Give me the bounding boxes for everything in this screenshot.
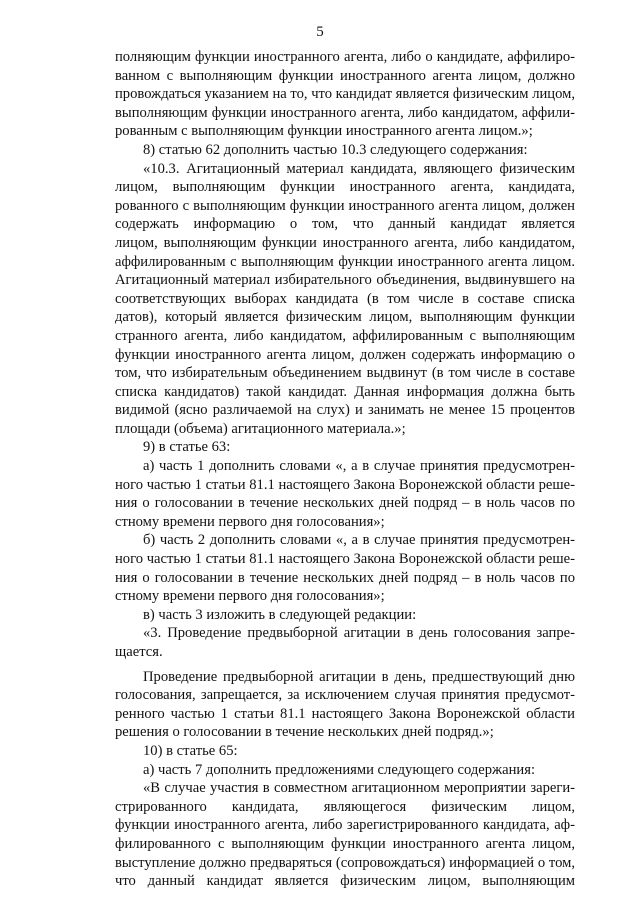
document-body [115, 48, 575, 891]
text-line: решения о голосовании в течение нескольких дней подряд.»; [115, 724, 494, 741]
text-line: выступление должно предваряться (сопровождаться) информацией о том, [115, 854, 575, 871]
text-line: филированного с выполняющим функции иностранного агента лицом, [115, 835, 575, 852]
text-line: ния о голосовании в течение нескольких дней подряд – в ноль часов по [115, 569, 575, 586]
text-line: видимой (ясно различаемой на слух) и занимать не менее 15 процентов [115, 402, 575, 419]
text-line: рованного с выполняющим функции иностранного агента лицом, должен [115, 197, 575, 214]
text-line: стному времени первого дня голосования»; [115, 513, 385, 530]
text-line: «3. Проведение предвыборной агитации в день голосования запре- [143, 625, 575, 642]
text-line: щается. [115, 644, 163, 660]
text-line: Проведение предвыборной агитации в день, предшествующий дню [143, 668, 575, 685]
text-line: ренного частью 1 статьи 81.1 настоящего Закона Воронежской области [115, 705, 575, 722]
text-line: стному времени первого дня голосования»; [115, 588, 385, 605]
text-line: функции иностранного агента, либо зарегистрированного кандидата, аф- [115, 817, 575, 834]
text-line: а) часть 7 дополнить предложениями следующего содержания: [143, 761, 536, 778]
text-line: в) часть 3 изложить в следующей редакции: [143, 606, 417, 623]
text-line: б) часть 2 дополнить словами «, а в случае принятия предусмотрен- [143, 532, 575, 549]
text-line: провождаться указанием на то, что кандидат является физическим лицом, [115, 86, 575, 103]
text-line: списка кандидатов) такой кандидат. Данная информация должна быть [115, 383, 575, 400]
text-line: лицом, выполняющим функции иностранного агента, либо кандидатом, [115, 234, 575, 251]
text-line: том, что избирательным объединением выдвинут (в том числе в составе [115, 365, 575, 382]
text-line: функции иностранного агента лицом, должен содержать информацию о [115, 346, 575, 363]
text-line: ванном с выполняющим функции иностранного агента лицом, должно [115, 67, 575, 84]
text-line: Агитационный материал избирательного объединения, выдвинувшего на [115, 272, 575, 289]
text-line: 8) статью 62 дополнить частью 10.3 следующего содержания: [143, 141, 528, 158]
text-line: голосования, запрещается, за исключением случая принятия предусмот- [115, 687, 575, 704]
text-line: датов), который является физическим лицом, выполняющим функции [115, 309, 575, 326]
text-line: рованным с выполняющим функции иностранного агента лицом.»; [115, 123, 533, 140]
text-line: аффилированным с выполняющим функции иностранного агента лицом. [115, 253, 575, 270]
text-line: «10.3. Агитационный материал кандидата, являющего физическим [143, 160, 575, 177]
text-line: ного частью 1 статьи 81.1 настоящего Закона Воронежской области реше- [115, 476, 575, 493]
text-line: содержать информацию о том, что данный кандидат является [115, 216, 575, 233]
text-line: выполняющим функции иностранного агента, либо кандидатом, аффили- [115, 104, 575, 121]
text-line: странного агента, либо кандидатом, аффилированным с выполняющим [115, 327, 575, 344]
text-line: ного частью 1 статьи 81.1 настоящего Закона Воронежской области реше- [115, 551, 575, 568]
text-line: стрированного кандидата, являющегося физическим лицом, [115, 798, 575, 815]
text-line: ния о голосовании в течение нескольких дней подряд – в ноль часов по [115, 495, 575, 512]
text-line: площади (объема) агитационного материала.»; [115, 420, 406, 437]
text-line: что данный кандидат является физическим лицом, выполняющим [115, 873, 575, 890]
text-line: полняющим функции иностранного агента, либо о кандидате, аффилиро- [115, 49, 575, 65]
text-line: «В случае участия в совместном агитационном мероприятии зареги- [143, 780, 575, 797]
page-number: 5 [316, 24, 324, 40]
text-line: 9) в статье 63: [143, 439, 231, 456]
text-line: а) часть 1 дополнить словами «, а в случае принятия предусмотрен- [143, 458, 575, 475]
text-line: 10) в статье 65: [143, 742, 238, 759]
text-line: лицом, выполняющим функции иностранного агента, кандидата, [115, 179, 575, 196]
text-line: соответствующих выборах кандидата (в том числе в составе списка [115, 290, 575, 307]
